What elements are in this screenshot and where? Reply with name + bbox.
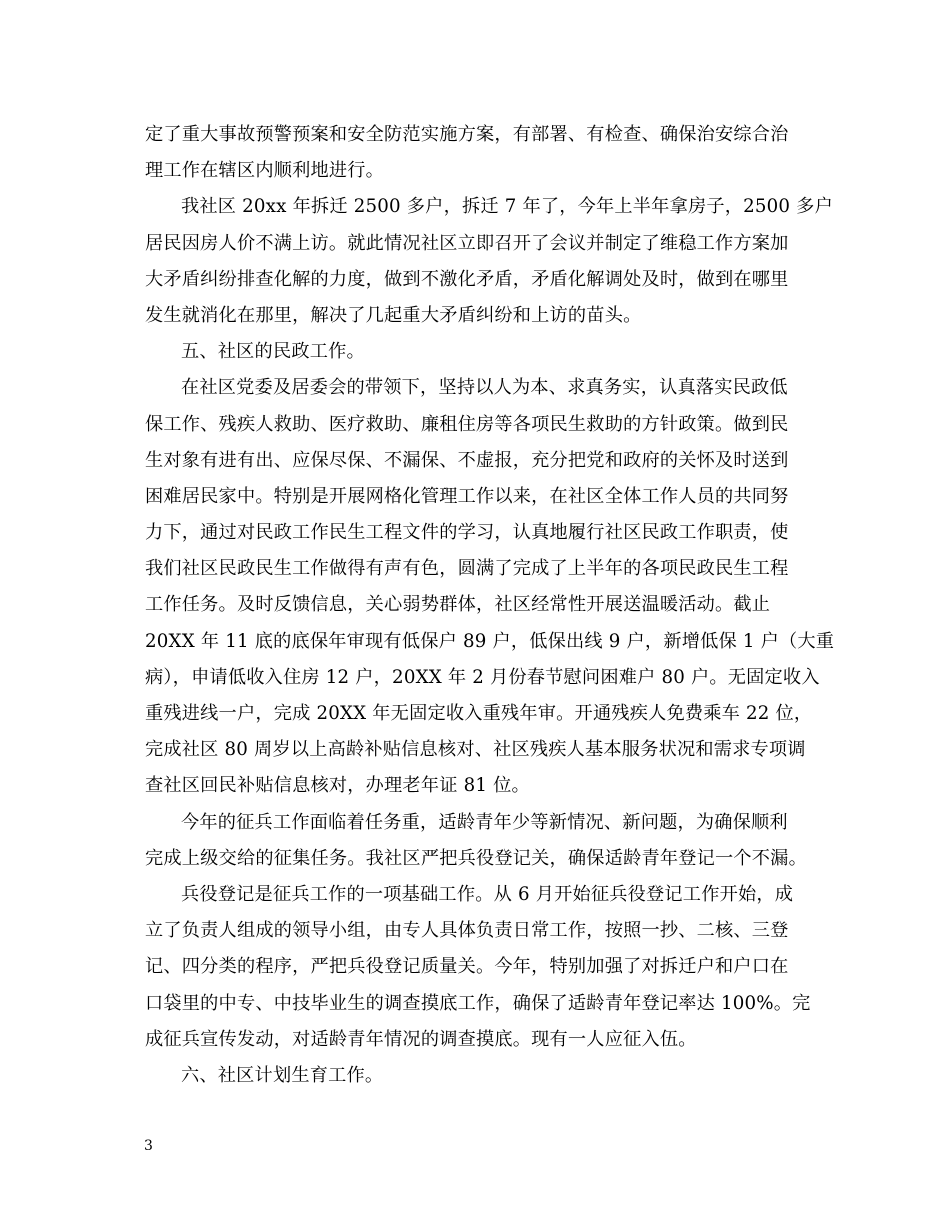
text-line: 20XX 年 11 底的底保年审现有低保户 89 户，低保出线 9 户，新增低保 1 户（大重 — [145, 630, 835, 652]
section-heading: 六、社区计划生育工作。 — [181, 1064, 384, 1086]
text-line: 重残进线一户，完成 20XX 年无固定收入重残年审。开通残疾人免费乘车 22 位， — [145, 703, 813, 724]
text-line: 口袋里的中专、中技毕业生的调查摸底工作，确保了适龄青年登记率达 100%。完 — [145, 992, 811, 1014]
document-body — [145, 117, 835, 1094]
text-line: 成征兵宣传发动，对适龄青年情况的调查摸底。现有一人应征入伍。 — [145, 1028, 697, 1050]
paragraph-first-line: 在社区党委及居委会的带领下，坚持以人为本、求真务实，认真落实民政低 — [181, 377, 788, 399]
text-line: 病），申请低收入住房 12 户，20XX 年 2 月份春节慰问困难户 80 户。无固定收入 — [145, 666, 820, 688]
text-line: 大矛盾纠纷排查化解的力度，做到不激化矛盾，矛盾化解调处及时，做到在哪里 — [145, 268, 789, 290]
text-line: 查社区回民补贴信息核对，办理老年证 81 位。 — [145, 775, 530, 797]
paragraph-first-line: 兵役登记是征兵工作的一项基础工作。从 6 月开始征兵役登记工作开始，成 — [181, 883, 794, 905]
text-line: 力下，通过对民政工作民生工程文件的学习，认真地履行社区民政工作职责，使 — [145, 522, 789, 544]
text-line: 发生就消化在那里，解决了几起重大矛盾纠纷和上访的苗头。 — [145, 304, 642, 326]
text-line: 记、四分类的程序，严把兵役登记质量关。今年，特别加强了对拆迁户和户口在 — [145, 956, 789, 978]
paragraph-first-line: 我社区 20xx 年拆迁 2500 多户，拆迁 7 年了，今年上半年拿房子，2500 多户 — [181, 196, 833, 218]
text-line: 工作任务。及时反馈信息，关心弱势群体，社区经常性开展送温暖活动。截止 — [145, 594, 771, 616]
section-heading: 五、社区的民政工作。 — [181, 341, 365, 363]
text-line: 生对象有进有出、应保尽保、不漏保、不虚报，充分把党和政府的关怀及时送到 — [145, 449, 789, 471]
text-line: 完成上级交给的征集任务。我社区严把兵役登记关，确保适龄青年登记一个不漏。 — [145, 847, 807, 869]
text-line: 理工作在辖区内顺利地进行。 — [145, 160, 385, 182]
text-line: 困难居民家中。特别是开展网格化管理工作以来，在社区全体工作人员的共同努 — [145, 485, 789, 507]
page-number: 3 — [144, 1138, 153, 1154]
text-line: 居民因房人价不满上访。就此情况社区立即召开了会议并制定了维稳工作方案加 — [145, 232, 789, 254]
paragraph-first-line: 今年的征兵工作面临着任务重，适龄青年少等新情况、新问题，为确保顺利 — [181, 811, 788, 833]
text-line: 立了负责人组成的领导小组，由专人具体负责日常工作，按照一抄、二核、三登 — [145, 920, 789, 942]
text-line: 我们社区民政民生工作做得有声有色，圆满了完成了上半年的各项民政民生工程 — [145, 558, 789, 580]
text-line: 保工作、残疾人救助、医疗救助、廉租住房等各项民生救助的方针政策。做到民 — [145, 413, 789, 435]
text-line: 完成社区 80 周岁以上高龄补贴信息核对、社区残疾人基本服务状况和需求专项调 — [145, 739, 806, 761]
text-line: 定了重大事故预警预案和安全防范实施方案，有部署、有检查、确保治安综合治 — [145, 124, 789, 145]
